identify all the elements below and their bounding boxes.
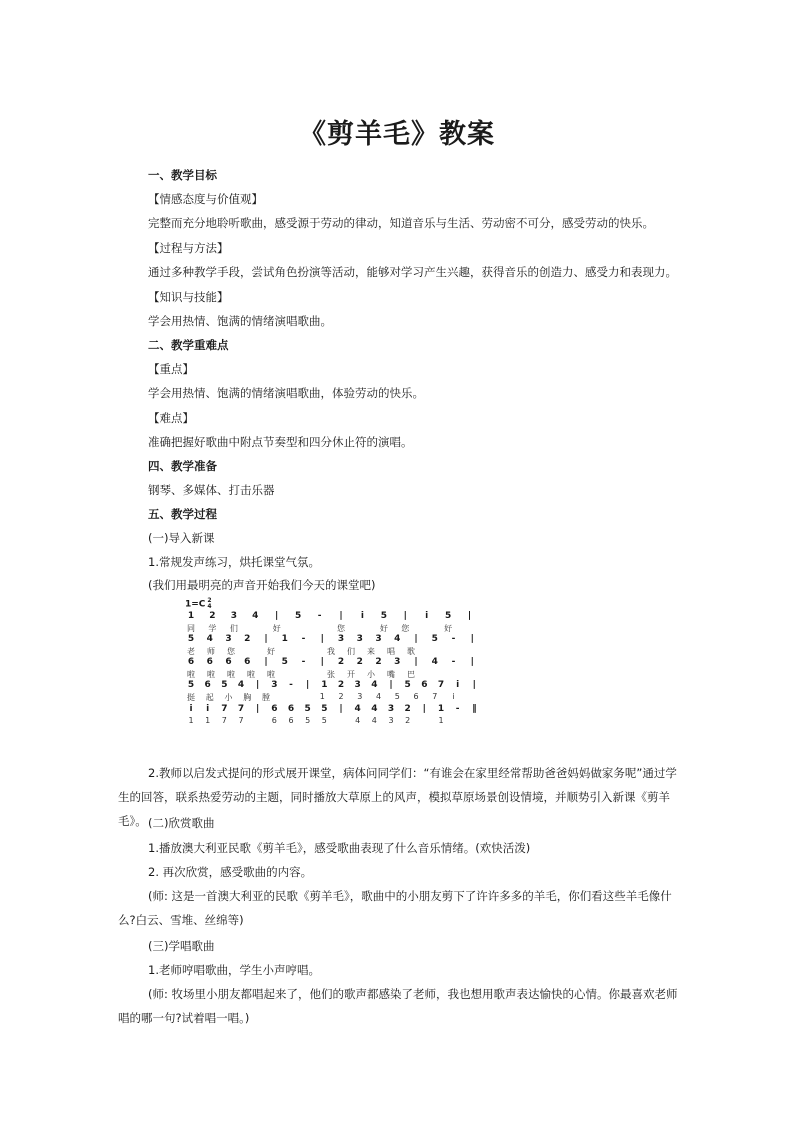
score-lyric: 2 bbox=[405, 716, 411, 725]
score-lyric-row bbox=[185, 716, 495, 728]
score-note: 5 bbox=[295, 611, 302, 621]
score-note: 2 bbox=[337, 680, 345, 690]
score-note: i bbox=[360, 611, 364, 621]
score-lyric: 好 bbox=[444, 624, 453, 633]
score-note: 1 bbox=[321, 680, 328, 690]
body-paragraph: (师: 牧场里小朋友都唱起来了，他们的歌声都感染了老师，我也想用歌声表达愉快的心情。你最喜欢老师唱的哪一句?试着唱一唱。) bbox=[118, 987, 678, 1025]
score-lyric: 老 bbox=[187, 647, 195, 656]
score-note: 3 bbox=[375, 634, 382, 644]
score-key: 1=C bbox=[185, 599, 206, 610]
score-lyric: 5 bbox=[305, 716, 311, 725]
score-lyric: 胸 bbox=[243, 693, 252, 702]
body-line: 一、教学目标 bbox=[148, 168, 217, 182]
score-note-row bbox=[185, 634, 495, 646]
score-lyric: 师 bbox=[207, 647, 215, 656]
score-lyric: 张 bbox=[327, 670, 335, 679]
body-line: 【过程与方法】 bbox=[148, 241, 229, 255]
score-note: 2 bbox=[356, 657, 363, 667]
score-note: 3 bbox=[356, 634, 363, 644]
score-note: 3 bbox=[230, 611, 237, 621]
score-note: 5 bbox=[304, 704, 311, 714]
body-paragraph: 1.播放澳大利亚民歌《剪羊毛》，感受歌曲表现了什么音乐情绪。(欢快活泼) bbox=[148, 841, 531, 855]
score-lyric: 1 bbox=[205, 716, 211, 725]
score-note: 4 bbox=[252, 611, 259, 621]
score-lyric: 您 bbox=[401, 624, 410, 633]
score-lyric: 嘴 bbox=[387, 670, 395, 679]
bar-line: | bbox=[470, 634, 474, 644]
score-note: 3 bbox=[337, 634, 345, 644]
score-lyric: 5 bbox=[394, 692, 400, 701]
score-note: 1 bbox=[281, 634, 288, 644]
score-lyric: 好 bbox=[272, 624, 281, 633]
score-lyric: 学 bbox=[208, 624, 217, 633]
score-lyric: 4 bbox=[355, 716, 361, 725]
score-lyric: 6 bbox=[413, 692, 419, 701]
bar-line: | bbox=[414, 657, 418, 667]
score-lyric-row bbox=[185, 692, 495, 704]
score-lyric: 挺 bbox=[187, 693, 195, 702]
score-note: - bbox=[301, 634, 306, 644]
body-line: 钢琴、多媒体、打击乐器 bbox=[148, 483, 275, 497]
body-paragraph: (师: 这是一首澳大利亚的民歌《剪羊毛》，歌曲中的小朋友剪下了许许多多的羊毛，你们看这些羊毛像什么?白云、雪堆、丝绵等) bbox=[118, 889, 672, 927]
score-note: 4 bbox=[394, 634, 401, 644]
score-note: 3 bbox=[271, 680, 278, 690]
bar-line: | bbox=[264, 657, 268, 667]
score-note: 5 bbox=[445, 611, 452, 621]
score-note: 4 bbox=[371, 680, 378, 690]
score-lyric: 5 bbox=[321, 716, 327, 725]
score-time-signature bbox=[207, 598, 211, 610]
bar-line: | bbox=[320, 634, 324, 644]
score-note: 5 bbox=[187, 634, 195, 644]
body-line: 四、教学准备 bbox=[148, 459, 217, 473]
body-line: 学会用热情、饱满的情绪演唱歌曲。 bbox=[148, 314, 332, 328]
score-note-row bbox=[185, 657, 495, 669]
score-note: 2 bbox=[404, 704, 411, 714]
score-note: 6 bbox=[187, 657, 195, 667]
score-note: 3 bbox=[387, 704, 395, 714]
body-line: 【难点】 bbox=[148, 411, 194, 425]
score-note: i bbox=[425, 611, 429, 621]
score-lyric: 小 bbox=[367, 670, 375, 679]
score-note: 7 bbox=[221, 704, 228, 714]
score-note-row bbox=[185, 680, 495, 692]
score-note: - bbox=[451, 657, 456, 667]
body-paragraph: 1.老师哼唱歌曲，学生小声哼唱。 bbox=[148, 963, 320, 977]
score-lyric: 唱 bbox=[387, 647, 395, 656]
score-note: - bbox=[455, 704, 460, 714]
score-lyric: 们 bbox=[347, 647, 355, 656]
bar-line: | bbox=[256, 680, 260, 690]
body-line: 准确把握好歌曲中附点节奏型和四分休止符的演唱。 bbox=[148, 435, 413, 449]
score-note: 4 bbox=[206, 634, 213, 644]
score-note: 6 bbox=[204, 680, 211, 690]
score-lyric: 3 bbox=[357, 692, 363, 701]
score-note: 6 bbox=[225, 657, 232, 667]
score-lyric: 7 bbox=[238, 716, 244, 725]
score-note: 2 bbox=[244, 634, 251, 644]
score-note: 7 bbox=[437, 680, 445, 690]
bar-line: ‖ bbox=[472, 704, 477, 714]
score-note: 5 bbox=[321, 704, 328, 714]
score-lyric: 小 bbox=[224, 693, 233, 702]
body-line: 【情感态度与价值观】 bbox=[148, 192, 263, 206]
score-note: 5 bbox=[187, 680, 195, 690]
score-lyric: 们 bbox=[229, 624, 238, 633]
score-lyric: 4 bbox=[375, 692, 382, 701]
numbered-musical-notation bbox=[185, 598, 495, 746]
score-note: 2 bbox=[209, 611, 216, 621]
bar-line: | bbox=[339, 611, 343, 621]
score-lyric: 1 bbox=[188, 716, 194, 725]
score-note: - bbox=[301, 657, 306, 667]
score-note: i bbox=[189, 704, 193, 714]
score-note: 7 bbox=[237, 704, 245, 714]
score-lyric: 歌 bbox=[407, 647, 415, 656]
score-note: 6 bbox=[244, 657, 251, 667]
score-note: 3 bbox=[354, 680, 361, 690]
bar-line: | bbox=[306, 680, 310, 690]
score-lyric: 7 bbox=[221, 716, 227, 725]
bar-line: | bbox=[256, 704, 260, 714]
score-lyric: 3 bbox=[388, 716, 394, 725]
score-lyric: 好 bbox=[267, 647, 275, 656]
body-line: 五、教学过程 bbox=[148, 507, 217, 521]
bar-line: | bbox=[264, 634, 268, 644]
score-note: - bbox=[451, 634, 456, 644]
score-lyric: 2 bbox=[338, 692, 344, 701]
bar-line: | bbox=[320, 657, 324, 667]
body-paragraph: (三)学唱歌曲 bbox=[148, 939, 215, 953]
score-note: 1 bbox=[187, 611, 195, 621]
score-note: 5 bbox=[404, 680, 411, 690]
score-note: 4 bbox=[237, 680, 245, 690]
body-line: 【知识与技能】 bbox=[148, 290, 229, 304]
body-paragraph: 2. 再次欣赏，感受歌曲的内容。 bbox=[148, 865, 313, 879]
score-lyric: i bbox=[452, 692, 455, 701]
score-lyric: 您 bbox=[227, 647, 235, 656]
body-paragraph: 2.教师以启发式提问的形式展开课堂，病体问同学们：“有谁会在家里经常帮助爸爸妈妈做家务呢”通过学生的回答，联系热爱劳动的主题，同时播放大草原上的风声，模拟草原场景创设情境，并顺势引入新课《剪羊毛》。 bbox=[118, 766, 677, 828]
bar-line: | bbox=[467, 611, 472, 621]
score-note: - bbox=[317, 611, 322, 621]
score-note: 1 bbox=[437, 704, 445, 714]
score-lyric: 开 bbox=[347, 670, 355, 679]
score-lyric: 6 bbox=[271, 716, 277, 725]
bar-line: | bbox=[275, 611, 279, 621]
score-note: i bbox=[206, 704, 210, 714]
score-note: i bbox=[456, 680, 460, 690]
score-note: 4 bbox=[354, 704, 361, 714]
score-note: 6 bbox=[271, 704, 278, 714]
score-lyric: 啦 bbox=[227, 670, 235, 679]
score-note: 2 bbox=[337, 657, 345, 667]
score-note: 3 bbox=[225, 634, 232, 644]
score-note-row bbox=[185, 611, 495, 623]
body-line: 【重点】 bbox=[148, 362, 194, 376]
score-lyric: 6 bbox=[288, 716, 294, 725]
body-line: 二、教学重难点 bbox=[148, 338, 229, 352]
time-top: 2 bbox=[207, 597, 212, 604]
score-note: 5 bbox=[431, 634, 438, 644]
score-note: 4 bbox=[431, 657, 438, 667]
score-lyric: 同 bbox=[187, 624, 195, 633]
score-note-row bbox=[185, 704, 495, 716]
body-line: (我们用最明亮的声音开始我们今天的课堂吧) bbox=[148, 578, 376, 592]
score-lyric: 起 bbox=[205, 693, 214, 702]
score-note: - bbox=[289, 680, 293, 690]
score-lyric: 1 bbox=[319, 692, 325, 701]
score-lyric: 来 bbox=[367, 647, 375, 656]
bar-line: | bbox=[403, 611, 407, 621]
bar-line: | bbox=[414, 634, 418, 644]
score-lyric: 4 bbox=[371, 716, 377, 725]
score-key-signature bbox=[185, 598, 212, 610]
score-lyric: 啦 bbox=[187, 670, 195, 679]
score-note: 6 bbox=[421, 680, 428, 690]
score-lyric: 您 bbox=[337, 624, 345, 633]
body-line: 完整而充分地聆听歌曲，感受源于劳动的律动，知道音乐与生活、劳动密不可分，感受劳动的快乐。 bbox=[148, 216, 654, 230]
score-note: 6 bbox=[206, 657, 213, 667]
score-note: 4 bbox=[371, 704, 378, 714]
time-bottom: 4 bbox=[207, 603, 212, 610]
score-lyric: 我 bbox=[327, 647, 335, 656]
score-note: 5 bbox=[221, 680, 228, 690]
score-note: 5 bbox=[380, 611, 387, 621]
score-lyric: 啦 bbox=[247, 670, 255, 679]
score-lyric: 巴 bbox=[407, 670, 415, 679]
score-lyric: 1 bbox=[438, 716, 444, 725]
score-lyric: 7 bbox=[432, 692, 438, 701]
score-note: 6 bbox=[287, 704, 295, 714]
bar-line: | bbox=[339, 704, 343, 714]
bar-line: | bbox=[472, 680, 476, 690]
bar-line: | bbox=[422, 704, 426, 714]
bar-line: | bbox=[389, 680, 393, 690]
bar-line: | bbox=[470, 657, 474, 667]
body-paragraph: (二)欣赏歌曲 bbox=[148, 816, 215, 830]
body-line: 1.常规发声练习，烘托课堂气氛。 bbox=[148, 555, 320, 569]
body-line: 通过多种教学手段，尝试角色扮演等活动，能够对学习产生兴趣，获得音乐的创造力、感受力和表现力。 bbox=[148, 265, 677, 279]
score-lyric: 啦 bbox=[267, 670, 275, 679]
document-title: 《剪羊毛》教案 bbox=[299, 119, 495, 150]
score-lyric: 好 bbox=[379, 624, 388, 633]
score-lyric: 啦 bbox=[207, 670, 215, 679]
score-note: 2 bbox=[375, 657, 382, 667]
score-lyric: 膛 bbox=[262, 693, 270, 702]
score-note: 5 bbox=[281, 657, 288, 667]
score-note: 3 bbox=[394, 657, 401, 667]
body-line: 学会用热情、饱满的情绪演唱歌曲，体验劳动的快乐。 bbox=[148, 386, 424, 400]
body-line: (一)导入新课 bbox=[148, 531, 215, 545]
